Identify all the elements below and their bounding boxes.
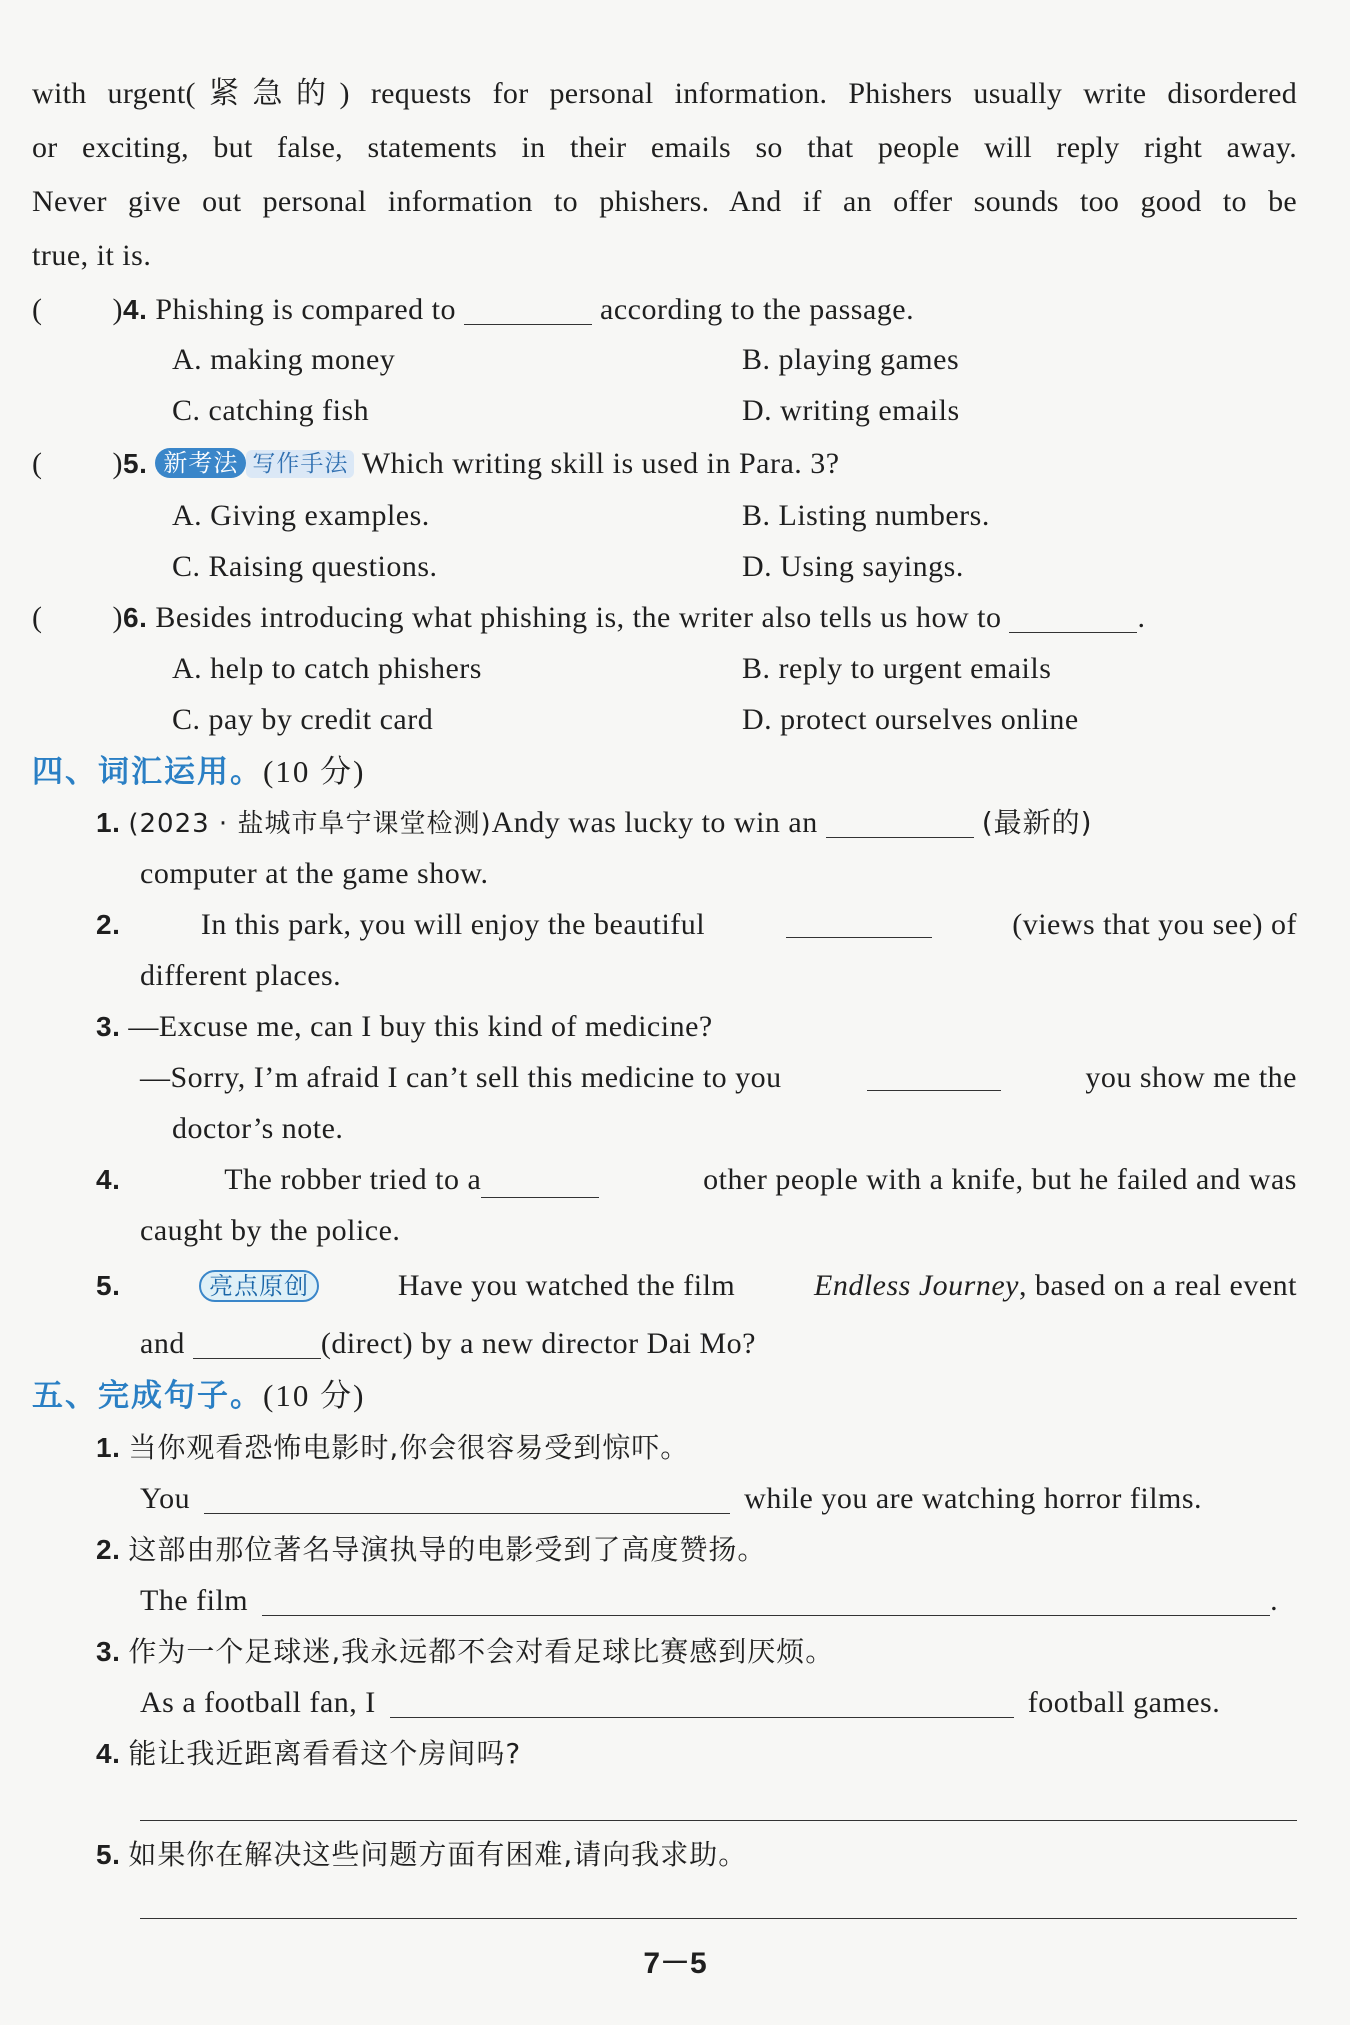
question-text: Which writing skill is used in Para. 3? <box>361 447 840 480</box>
item-text: Andy was lucky to win an <box>491 806 818 839</box>
answer-line-5[interactable] <box>140 1918 1297 1919</box>
film-title: Endless Journey <box>814 1269 1019 1302</box>
en-before: The film <box>140 1584 249 1617</box>
item-number: 3. <box>96 1011 121 1042</box>
question-number: 5. <box>123 448 148 479</box>
option-b[interactable]: B. Listing numbers. <box>742 499 990 532</box>
answer-paren-close: ) <box>112 601 123 634</box>
option-d[interactable]: D. writing emails <box>742 394 960 427</box>
option-a[interactable]: A. Giving examples. <box>172 499 430 532</box>
en-before: You <box>140 1482 191 1515</box>
vocab-item-3-line2 <box>140 1060 1297 1096</box>
item-number: 1. <box>96 1432 121 1463</box>
sentence-item-1-en <box>140 1481 1202 1517</box>
chinese-prompt: 作为一个足球迷,我永远都不会对看足球比赛感到厌烦。 <box>128 1635 835 1668</box>
section-title: 四、词汇运用。 <box>32 754 263 790</box>
fill-blank[interactable] <box>481 1167 599 1198</box>
answer-paren-open: ( <box>32 601 43 634</box>
item-hint: (最新的) <box>981 806 1093 839</box>
item-text-after: other people with a knife, but he failed and was <box>703 1163 1297 1196</box>
answer-paren-open: ( <box>32 447 43 480</box>
item-text: and <box>140 1327 185 1360</box>
option-a[interactable]: A. making money <box>172 343 396 376</box>
vocab-item-3 <box>96 1009 713 1045</box>
sentence-item-2 <box>96 1532 766 1568</box>
passage-line-1: with urgent(紧急的) requests for personal information. Phishers usually write disordered <box>32 77 1297 110</box>
chinese-prompt: 能让我近距离看看这个房间吗? <box>128 1737 522 1770</box>
item-hint: (views that you see) of <box>1012 908 1297 941</box>
answer-line-4[interactable] <box>140 1820 1297 1821</box>
answer-paren-close: ) <box>112 447 123 480</box>
dialogue-line-2: —Sorry, I’m afraid I can’t sell this medicine to you <box>140 1061 782 1094</box>
dialogue-line-2-after: you show me the <box>1085 1061 1297 1094</box>
passage-line-3: Never give out personal information to phishers. And if an offer sounds too good to be <box>32 185 1297 218</box>
option-c[interactable]: C. catching fish <box>172 394 370 427</box>
chinese-prompt: 当你观看恐怖电影时,你会很容易受到惊吓。 <box>128 1431 690 1464</box>
vocab-item-5 <box>96 1268 1297 1304</box>
chinese-prompt: 如果你在解决这些问题方面有困难,请向我求助。 <box>128 1838 748 1871</box>
section-score: (10 分) <box>263 1378 366 1413</box>
fill-blank[interactable] <box>1009 602 1137 633</box>
item-number: 4. <box>96 1164 121 1195</box>
en-after: while you are watching horror films. <box>744 1482 1203 1515</box>
sentence-item-1 <box>96 1430 689 1466</box>
vocab-item-5-line2 <box>140 1326 756 1362</box>
question-number: 6. <box>123 602 148 633</box>
sentence-item-3 <box>96 1634 834 1670</box>
fill-blank[interactable] <box>193 1328 321 1359</box>
vocab-item-4-line2: caught by the police. <box>140 1214 401 1247</box>
page-number: 7－5 <box>643 1947 707 1980</box>
option-b[interactable]: B. reply to urgent emails <box>742 652 1052 685</box>
item-text: Have you watched the film <box>397 1269 736 1302</box>
item-number: 2. <box>96 909 121 940</box>
question-4-stem <box>32 292 914 328</box>
dialogue-line-1: —Excuse me, can I buy this kind of medicine? <box>128 1010 713 1043</box>
question-text-after: according to the passage. <box>600 293 915 326</box>
fill-blank[interactable] <box>786 907 932 938</box>
item-number: 5. <box>96 1839 121 1870</box>
answer-paren-open: ( <box>32 293 43 326</box>
vocab-item-1 <box>96 805 1093 842</box>
section-4-heading <box>32 753 365 791</box>
item-text-after: (direct) by a new director Dai Mo? <box>320 1327 756 1360</box>
sentence-item-4 <box>96 1736 521 1772</box>
vocab-item-2-line2: different places. <box>140 959 342 992</box>
option-c[interactable]: C. Raising questions. <box>172 550 438 583</box>
vocab-item-3-line3: doctor’s note. <box>172 1112 344 1145</box>
sentence-item-5 <box>96 1837 747 1873</box>
writing-technique-badge: 写作手法 <box>246 450 354 478</box>
item-number: 2. <box>96 1534 121 1565</box>
option-d[interactable]: D. protect ourselves online <box>742 703 1079 736</box>
en-before: As a football fan, I <box>140 1686 376 1719</box>
en-after: football games. <box>1027 1686 1221 1719</box>
question-6-stem <box>32 600 1145 636</box>
vocab-item-1-line2: computer at the game show. <box>140 857 489 890</box>
answer-paren-close: ) <box>112 293 123 326</box>
option-a[interactable]: A. help to catch phishers <box>172 652 482 685</box>
fill-blank[interactable] <box>867 1060 1001 1091</box>
item-text: The robber tried to a <box>224 1163 482 1196</box>
item-source: (2023 · 盐城市阜宁课堂检测) <box>128 809 492 839</box>
option-b[interactable]: B. playing games <box>742 343 960 376</box>
item-number: 3. <box>96 1636 121 1667</box>
item-number: 4. <box>96 1738 121 1769</box>
chinese-prompt: 这部由那位著名导演执导的电影受到了高度赞扬。 <box>128 1533 767 1566</box>
option-c[interactable]: C. pay by credit card <box>172 703 434 736</box>
answer-line[interactable] <box>204 1483 730 1514</box>
fill-blank[interactable] <box>464 294 592 325</box>
fill-blank[interactable] <box>826 807 974 838</box>
new-exam-badge: 新考法 <box>155 448 246 478</box>
item-number: 1. <box>96 807 121 838</box>
question-text: Besides introducing what phishing is, the writer also tells us how to <box>155 601 1002 634</box>
section-title: 五、完成句子。 <box>32 1378 263 1414</box>
passage-line-4: true, it is. <box>32 239 152 272</box>
section-5-heading <box>32 1377 365 1415</box>
vocab-item-4 <box>96 1162 1297 1198</box>
sentence-item-2-en <box>140 1583 1278 1619</box>
item-text: In this park, you will enjoy the beautiful <box>200 908 706 941</box>
question-text-after: . <box>1137 601 1146 634</box>
section-score: (10 分) <box>263 754 366 789</box>
question-text: Phishing is compared to <box>155 293 457 326</box>
passage-line-2: or exciting, but false, statements in their emails so that people will reply right away. <box>32 131 1297 164</box>
en-after: . <box>1270 1584 1279 1617</box>
sentence-item-3-en <box>140 1685 1220 1721</box>
answer-line[interactable] <box>390 1687 1014 1718</box>
option-d[interactable]: D. Using sayings. <box>742 550 964 583</box>
item-text-after: , based on a real event <box>1018 1269 1297 1302</box>
vocab-item-2 <box>96 907 1297 943</box>
question-5-stem <box>32 446 840 482</box>
answer-line[interactable] <box>262 1585 1270 1616</box>
original-highlight-badge: 亮点原创 <box>199 1270 319 1302</box>
item-number: 5. <box>96 1270 121 1301</box>
question-number: 4. <box>123 294 148 325</box>
